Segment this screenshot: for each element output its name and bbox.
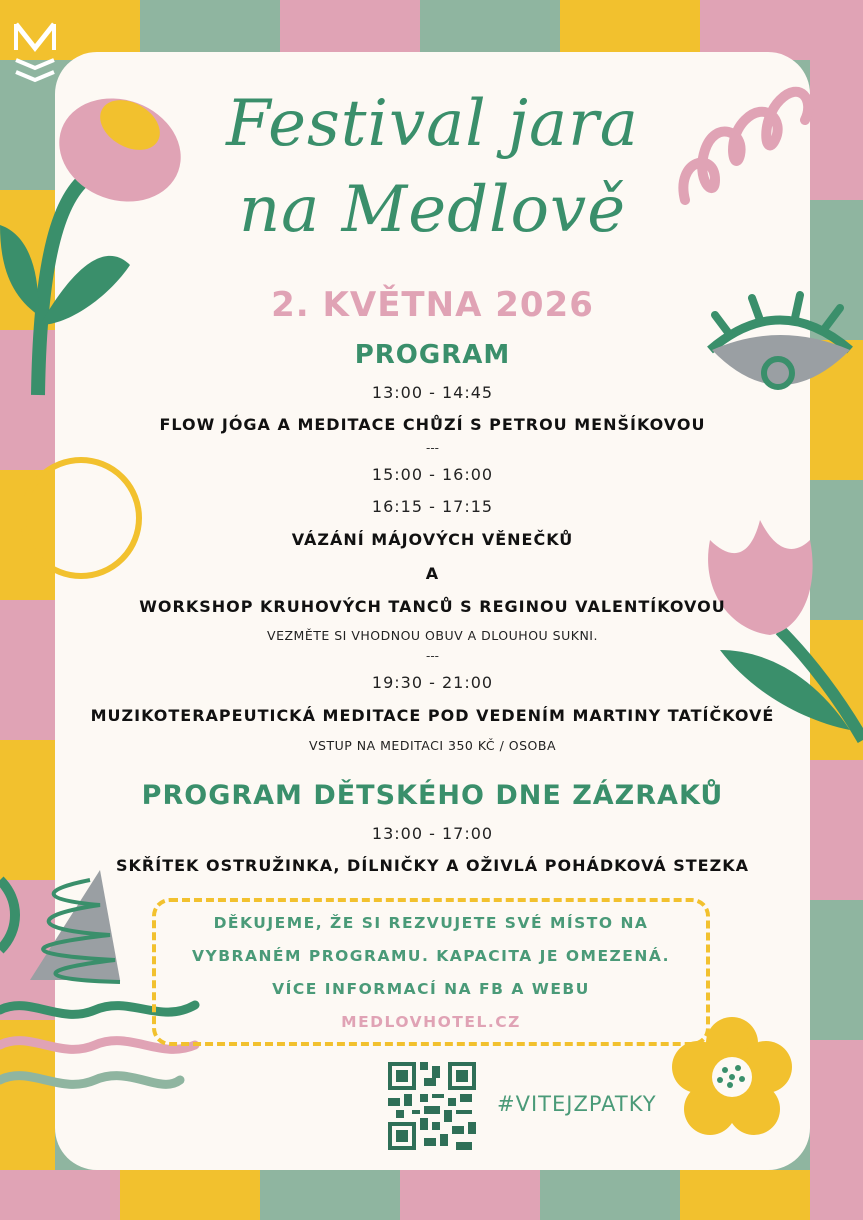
activity-2: VÁZÁNÍ MÁJOVÝCH VĚNEČKŮ	[291, 530, 574, 549]
hashtag: #VITEJZPATKY	[497, 1092, 657, 1116]
note-2: VSTUP NA MEDITACI 350 KČ / OSOBA	[308, 738, 556, 753]
info-line-2: VYBRANÉM PROGRAMU. KAPACITA JE OMEZENÁ.	[191, 947, 671, 965]
program-heading: PROGRAM	[354, 340, 511, 370]
event-date: 2. KVĚTNA 2026	[271, 285, 594, 325]
info-line-1: DĚKUJEME, ŽE SI REZVUJETE SVÉ MÍSTO NA	[213, 914, 649, 932]
kids-time-slot: 13:00 - 17:00	[371, 824, 494, 843]
note-1: VEZMĚTE SI VHODNOU OBUV A DLOUHOU SUKNI.	[267, 628, 598, 643]
tree-icon	[0, 870, 140, 1000]
time-slot-2: 15:00 - 16:00	[371, 465, 494, 484]
time-slot-3: 16:15 - 17:15	[371, 497, 494, 516]
festival-title-line1: Festival jara	[226, 87, 639, 161]
separator-2: ---	[426, 649, 439, 663]
qr-code-icon[interactable]	[388, 1062, 476, 1150]
info-line-3: VÍCE INFORMACÍ NA FB A WEBU	[272, 980, 590, 998]
activity-and: A	[425, 564, 440, 583]
activity-1: FLOW JÓGA A MEDITACE CHŮZÍ S PETROU MENŠÍKOVOU	[159, 415, 706, 434]
activity-3: WORKSHOP KRUHOVÝCH TANCŮ S REGINOU VALENTÍKOVOU	[139, 597, 726, 616]
kids-program-heading: PROGRAM DĚTSKÉHO DNE ZÁZRAKŮ	[141, 780, 724, 811]
kids-activity: SKŘÍTEK OSTRUŽINKA, DÍLNIČKY A OŽIVLÁ POHÁDKOVÁ STEZKA	[116, 856, 749, 875]
activity-4: MUZIKOTERAPEUTICKÁ MEDITACE POD VEDENÍM MARTINY TATÍČKOVÉ	[90, 706, 775, 725]
website-link[interactable]: MEDLOVHOTEL.CZ	[341, 1013, 521, 1031]
separator-1: ---	[426, 441, 439, 455]
time-slot-4: 19:30 - 21:00	[371, 673, 494, 692]
festival-title-line2: na Medlově	[238, 173, 627, 247]
time-slot-1: 13:00 - 14:45	[371, 383, 494, 402]
